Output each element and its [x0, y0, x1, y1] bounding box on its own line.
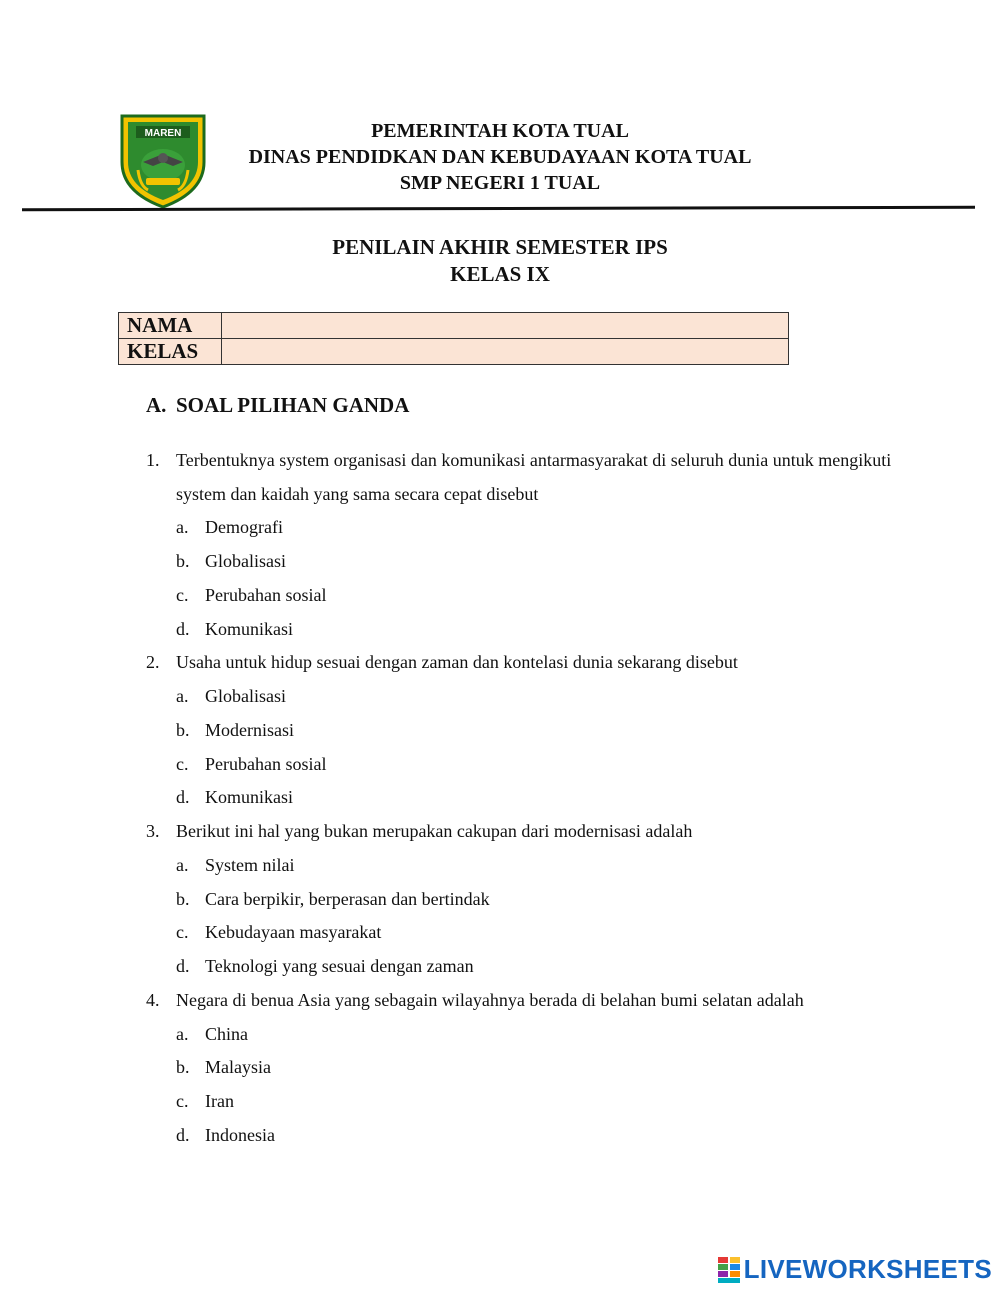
question-list — [146, 444, 906, 1153]
option-letter: d. — [176, 618, 190, 639]
question-number: 4. — [146, 989, 160, 1010]
option-text: Komunikasi — [205, 618, 293, 639]
liveworksheets-brand-text: LIVEWORKSHEETS — [743, 1254, 992, 1284]
question-number: 3. — [146, 821, 160, 842]
class-field[interactable] — [222, 339, 789, 365]
option-letter: b. — [176, 1057, 190, 1078]
answer-option[interactable] — [146, 613, 906, 647]
exam-title-block — [0, 234, 1000, 288]
question-text: Terbentuknya system organisasi dan komunikasi antarmasyarakat di seluruh dunia untuk mengikuti system dan kaidah yang sama secara cepat disebut — [176, 450, 892, 504]
answer-option[interactable] — [146, 1051, 906, 1085]
option-text: System nilai — [205, 854, 295, 875]
option-letter: c. — [176, 753, 189, 774]
option-text: Komunikasi — [205, 787, 293, 808]
option-text: Modernisasi — [205, 719, 294, 740]
identity-row-class — [119, 339, 789, 365]
answer-option[interactable] — [146, 1119, 906, 1153]
exam-class: KELAS IX — [450, 262, 550, 286]
class-label: KELAS — [119, 339, 222, 365]
answer-option[interactable] — [146, 916, 906, 950]
question-number: 1. — [146, 450, 160, 470]
section-title: SOAL PILIHAN GANDA — [176, 393, 410, 417]
option-text: China — [205, 1023, 248, 1044]
answer-option[interactable] — [146, 545, 906, 579]
answer-option[interactable] — [146, 849, 906, 883]
option-text: Globalisasi — [205, 550, 286, 571]
question-text: Usaha untuk hidup sesuai dengan zaman dan kontelasi dunia sekarang disebut — [176, 652, 738, 673]
option-text: Demografi — [205, 517, 283, 538]
option-text: Cara berpikir, berperasan dan bertindak — [205, 888, 490, 909]
option-text: Iran — [205, 1091, 234, 1112]
option-letter: a. — [176, 854, 189, 875]
option-text: Perubahan sosial — [205, 753, 327, 774]
question-item — [146, 815, 906, 984]
option-letter: c. — [176, 1091, 189, 1112]
answer-option[interactable] — [146, 883, 906, 917]
answer-option[interactable] — [146, 714, 906, 748]
option-text: Teknologi yang sesuai dengan zaman — [205, 956, 474, 977]
answer-option[interactable] — [146, 1018, 906, 1052]
answer-option[interactable] — [146, 1085, 906, 1119]
answer-option[interactable] — [146, 579, 906, 613]
letterhead-line-school: SMP NEGERI 1 TUAL — [399, 172, 601, 194]
liveworksheets-watermark — [718, 1254, 992, 1285]
letterhead-line-government: PEMERINTAH KOTA TUAL — [371, 120, 629, 142]
student-identity-table — [118, 312, 789, 365]
answer-option[interactable] — [146, 680, 906, 714]
liveworksheets-logo-icon — [718, 1257, 740, 1283]
question-item — [146, 444, 906, 646]
option-text: Globalisasi — [205, 685, 286, 706]
svg-text:MAREN: MAREN — [144, 128, 182, 139]
option-letter: a. — [176, 1023, 189, 1044]
answer-option[interactable] — [146, 950, 906, 984]
name-field[interactable] — [222, 313, 789, 339]
letterhead-line-department: DINAS PENDIDKAN DAN KEBUDAYAAN KOTA TUAL — [248, 146, 752, 168]
question-item — [146, 984, 906, 1153]
option-text: Indonesia — [205, 1124, 275, 1145]
option-letter: d. — [176, 956, 190, 977]
option-letter: d. — [176, 1124, 190, 1145]
option-letter: b. — [176, 719, 190, 740]
option-letter: d. — [176, 787, 190, 808]
section-number: A. — [146, 393, 167, 417]
option-text: Perubahan sosial — [205, 584, 327, 605]
option-letter: c. — [176, 584, 189, 605]
option-text: Malaysia — [205, 1057, 271, 1078]
question-item — [146, 646, 906, 815]
option-letter: a. — [176, 685, 189, 706]
identity-row-name — [119, 313, 789, 339]
option-text: Kebudayaan masyarakat — [205, 922, 382, 943]
answer-option[interactable] — [146, 748, 906, 782]
question-text: Berikut ini hal yang bukan merupakan cakupan dari modernisasi adalah — [176, 821, 693, 842]
answer-option[interactable] — [146, 781, 906, 815]
name-label: NAMA — [119, 313, 222, 339]
section-heading — [146, 393, 409, 418]
school-emblem-logo — [118, 110, 208, 210]
letterhead — [210, 118, 790, 196]
question-text: Negara di benua Asia yang sebagain wilayahnya berada di belahan bumi selatan adalah — [176, 989, 804, 1010]
option-letter: a. — [176, 517, 189, 538]
option-letter: b. — [176, 550, 190, 571]
question-number: 2. — [146, 652, 160, 673]
answer-option[interactable] — [146, 511, 906, 545]
option-letter: c. — [176, 922, 189, 943]
exam-title: PENILAIN AKHIR SEMESTER IPS — [332, 235, 668, 259]
option-letter: b. — [176, 888, 190, 909]
